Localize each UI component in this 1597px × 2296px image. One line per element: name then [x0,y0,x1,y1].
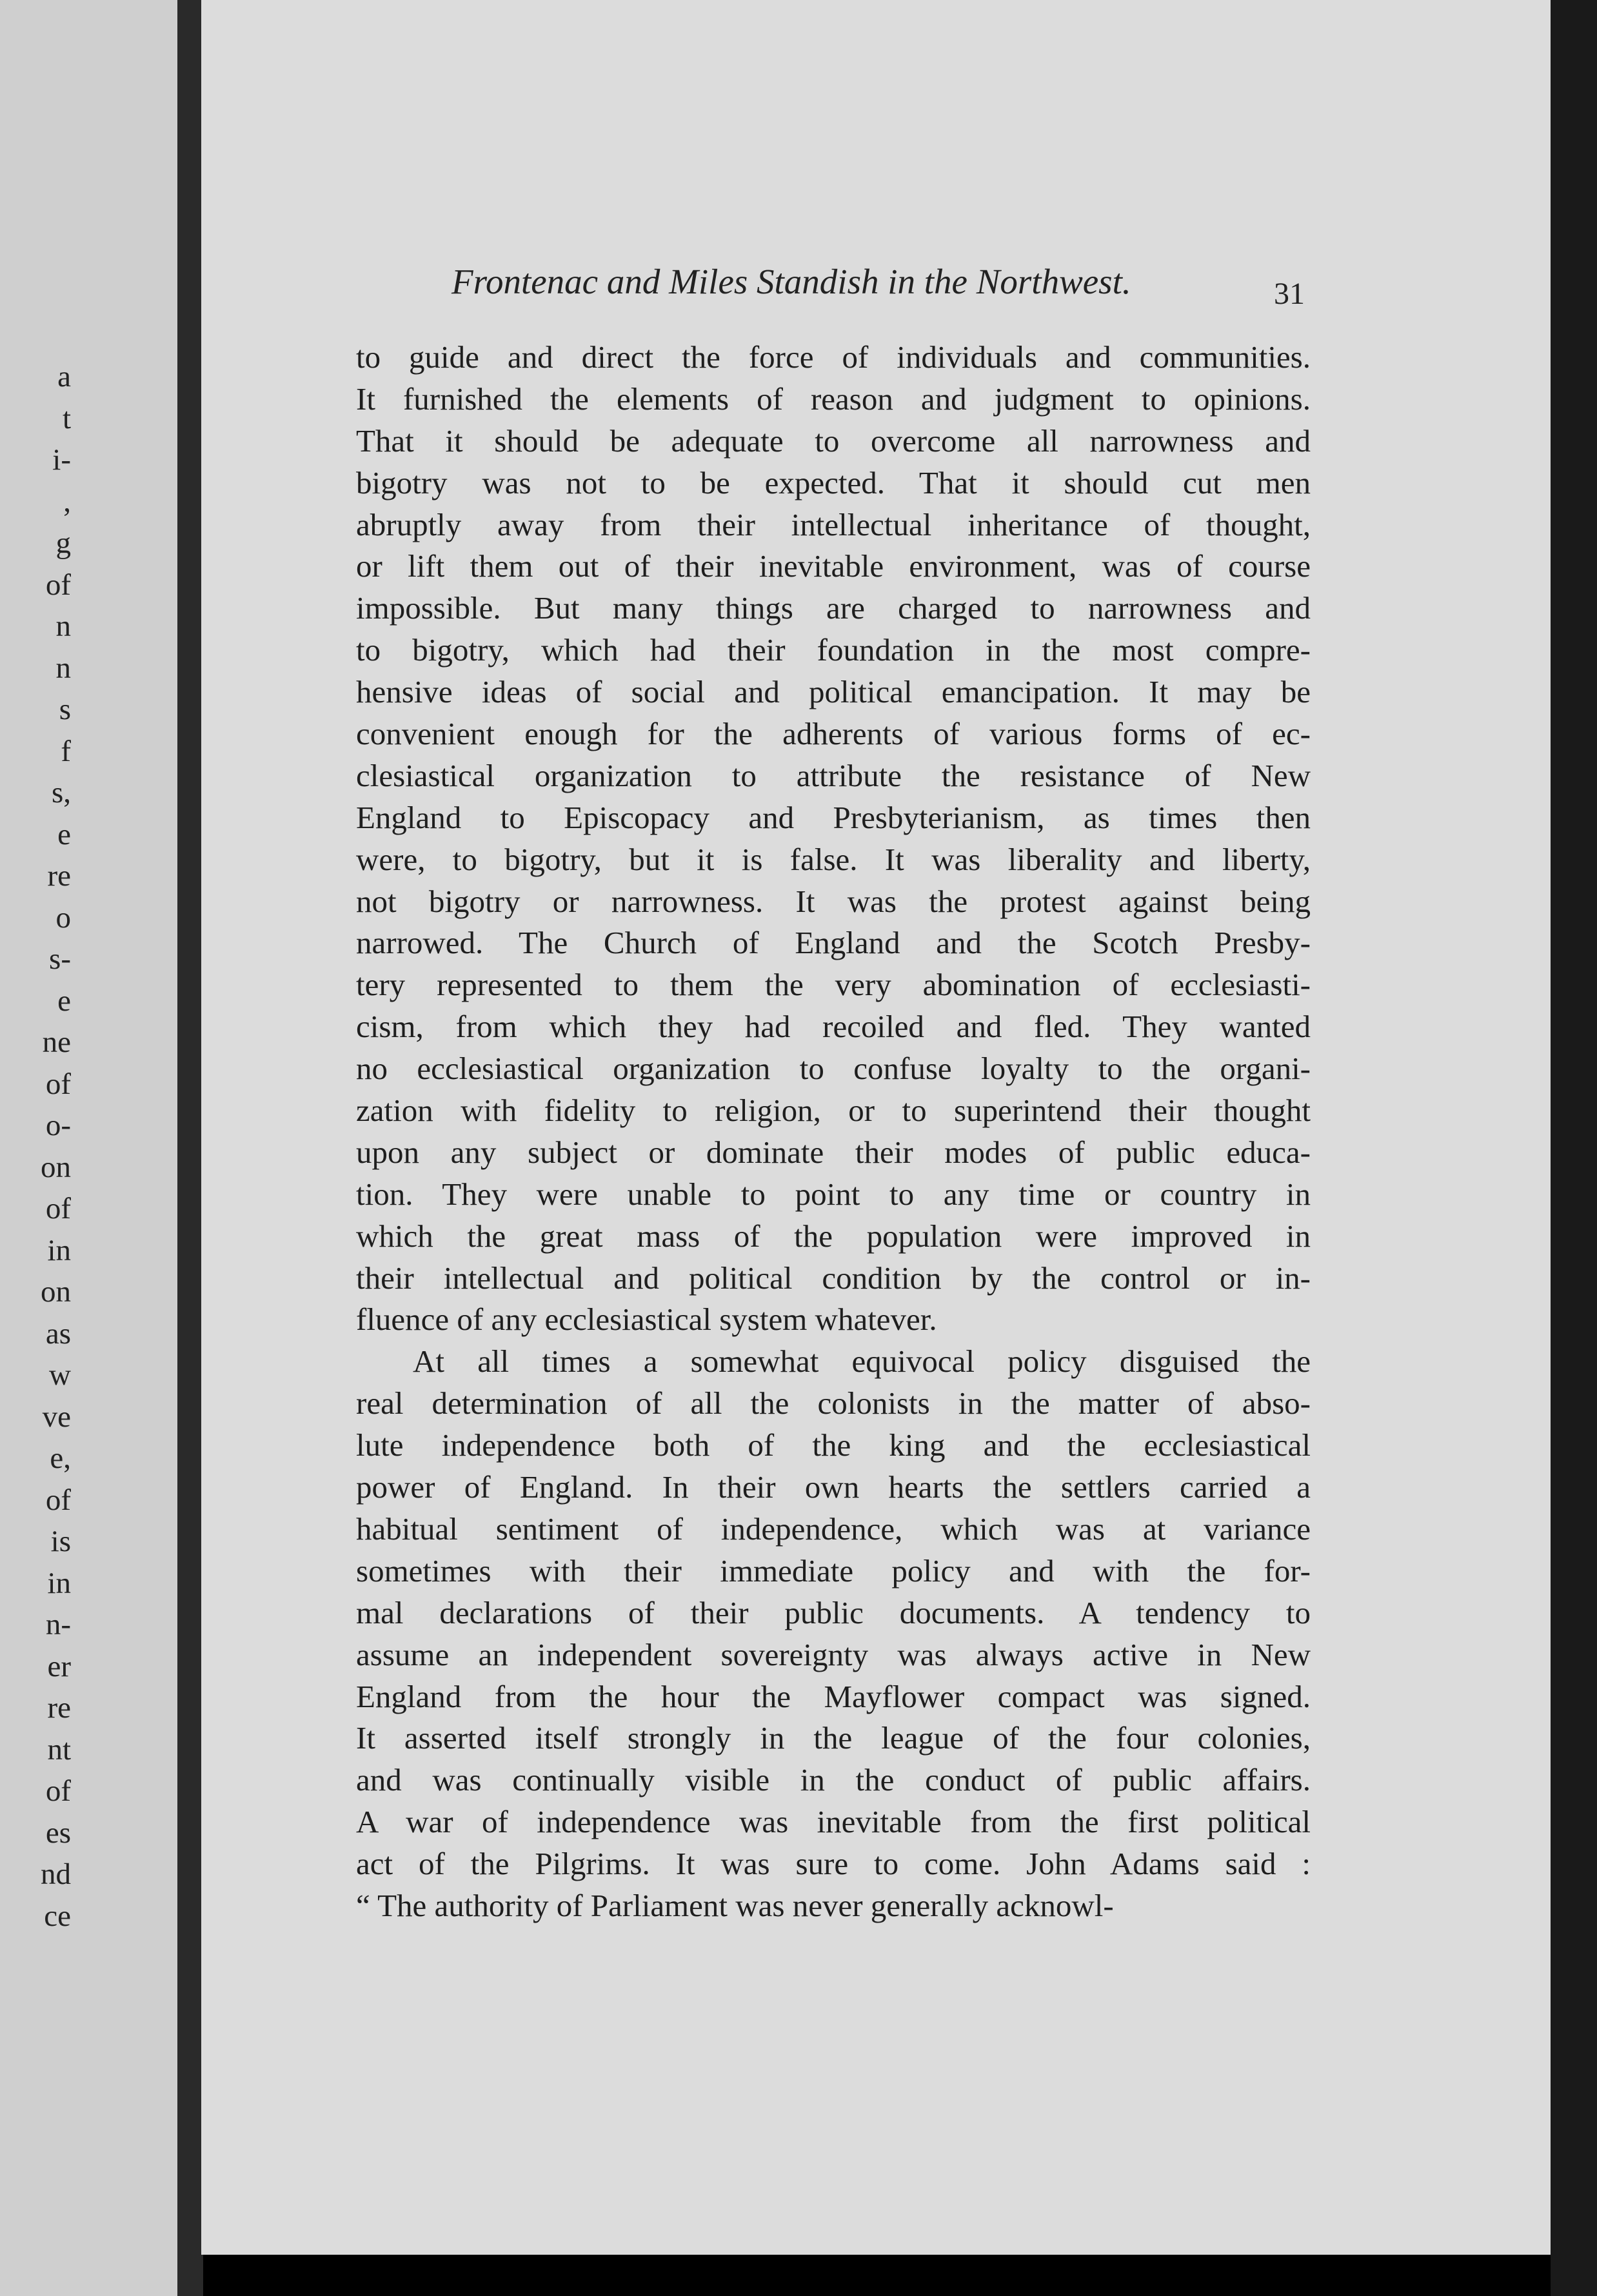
left-page-fragment: ne [42,1025,71,1059]
left-page-fragment: n [55,609,71,643]
text-line: “ The authority of Parliament was never generally acknowl- [356,1887,1114,1923]
text-line: bigotry was not to be expected. That it should cut men [356,464,1311,500]
text-line: narrowed. The Church of England and the Scotch Presby- [356,925,1311,961]
text-line: fluence of any ecclesiastical system whatever. [356,1301,937,1338]
text-line: tion. They were unable to point to any time or country in [356,1176,1311,1212]
left-page-fragment: s [59,693,71,726]
text-line: That it should be adequate to overcome all narrowness and [356,422,1311,459]
text-line: zation with fidelity to religion, or to superintend their thought [356,1093,1311,1129]
left-page-fragment: of [45,1067,71,1101]
text-line: and was continually visible in the conduct of public affairs. [356,1762,1311,1798]
left-page-fragment: s, [51,776,71,809]
text-line: assume an independent sovereignty was always active in New [356,1636,1311,1672]
left-page-fragment: of [45,1483,71,1517]
left-page-fragment: of [45,1774,71,1808]
text-line: England from the hour the Mayflower compact was signed. [356,1678,1311,1714]
text-line: England to Episcopacy and Presbyterianism, as times then [356,799,1311,835]
left-page-fragment: in [47,1233,71,1267]
text-line: upon any subject or dominate their modes of public educa- [356,1134,1311,1170]
left-page-fragment: g [55,526,71,560]
left-page-fragment: nt [47,1732,71,1767]
left-page-fragment: ce [44,1899,71,1933]
left-page-fragment: , [63,484,71,519]
text-line: act of the Pilgrims. It was sure to come. John Adams said : [356,1846,1311,1882]
text-line: which the great mass of the population were improved in [356,1218,1311,1254]
text-line: tery represented to them the very abomination of ecclesiasti- [356,967,1311,1003]
left-page-fragment: n- [45,1608,71,1641]
running-header: Frontenac and Miles Standish in the Northwest. [451,262,1131,301]
left-page-fragment: on [41,1275,71,1309]
text-line: impossible. But many things are charged to narrowness and [356,590,1311,626]
left-page-fragment: o [55,900,71,935]
left-page-fragment: n [55,651,71,685]
paragraph-1 [356,337,1311,1341]
left-page-text-fragments [0,356,71,1937]
page-edge [1551,0,1597,2296]
text-line: no ecclesiastical organization to confuse loyalty to the organi- [356,1051,1311,1087]
left-page-fragment: a [57,360,71,393]
book-gutter [177,0,203,2296]
left-page-fragment: e [57,984,71,1018]
text-line: cism, from which they had recoiled and fled. They wanted [356,1009,1311,1045]
text-line: real determination of all the colonists in the matter of abso- [356,1385,1311,1421]
left-page-fragment: re [47,859,71,893]
text-line: sometimes with their immediate policy and with the for- [356,1552,1311,1588]
text-line: abruptly away from their intellectual inheritance of thought, [356,506,1311,542]
text-line: power of England. In their own hearts the settlers carried a [356,1469,1311,1505]
text-line: lute independence both of the king and the ecclesiastical [356,1427,1311,1463]
text-line: to bigotry, which had their foundation in the most compre- [356,632,1311,668]
text-line: It furnished the elements of reason and judgment to opinions. [356,381,1311,417]
left-page-fragment: o- [45,1109,71,1142]
text-line: to guide and direct the force of individuals and communities. [356,339,1311,375]
left-page-fragment: on [41,1150,71,1184]
text-line: It asserted itself strongly in the league of the four colonies, [356,1720,1311,1756]
text-line: their intellectual and political condition by the control or in- [356,1260,1311,1296]
text-line: A war of independence was inevitable from the first political [356,1804,1311,1840]
text-line: hensive ideas of social and political emancipation. It may be [356,674,1311,710]
text-line: not bigotry or narrowness. It was the protest against being [356,883,1311,919]
text-line: clesiastical organization to attribute the resistance of New [356,757,1311,793]
text-line: were, to bigotry, but it is false. It was liberality and liberty, [356,841,1311,877]
left-page-fragment: e, [50,1441,71,1475]
text-line: mal declarations of their public documents. A tendency to [356,1594,1311,1630]
left-page-fragment: as [45,1316,71,1351]
text-line: convenient enough for the adherents of various forms of ec- [356,716,1311,752]
left-page-fragment: w [49,1358,71,1392]
text-line: habitual sentiment of independence, which was at variance [356,1510,1311,1547]
left-page-fragment: e [57,817,71,851]
left-page-fragment: nd [41,1857,71,1891]
left-page-fragment: in [47,1566,71,1600]
paragraph-2 [356,1341,1311,1926]
body-text [356,337,1311,1927]
left-page-fragment: f [61,734,71,768]
left-page-fragment: of [45,1192,71,1225]
text-line: At all times a somewhat equivocal policy disguised the [413,1343,1311,1380]
left-page-fragment: s- [49,942,71,976]
left-page-fragment: er [47,1649,71,1683]
left-page-fragment: re [47,1691,71,1725]
left-page-fragment: of [45,568,71,602]
left-page-fragment: t [62,401,71,435]
left-page-fragment: i- [52,443,71,477]
left-facing-page [0,0,177,2296]
text-line: or lift them out of their inevitable environment, was of course [356,548,1311,584]
page-number: 31 [1274,277,1305,311]
left-page-fragment: ve [42,1400,71,1434]
left-page-fragment: es [45,1816,71,1850]
left-page-fragment: is [50,1525,71,1558]
